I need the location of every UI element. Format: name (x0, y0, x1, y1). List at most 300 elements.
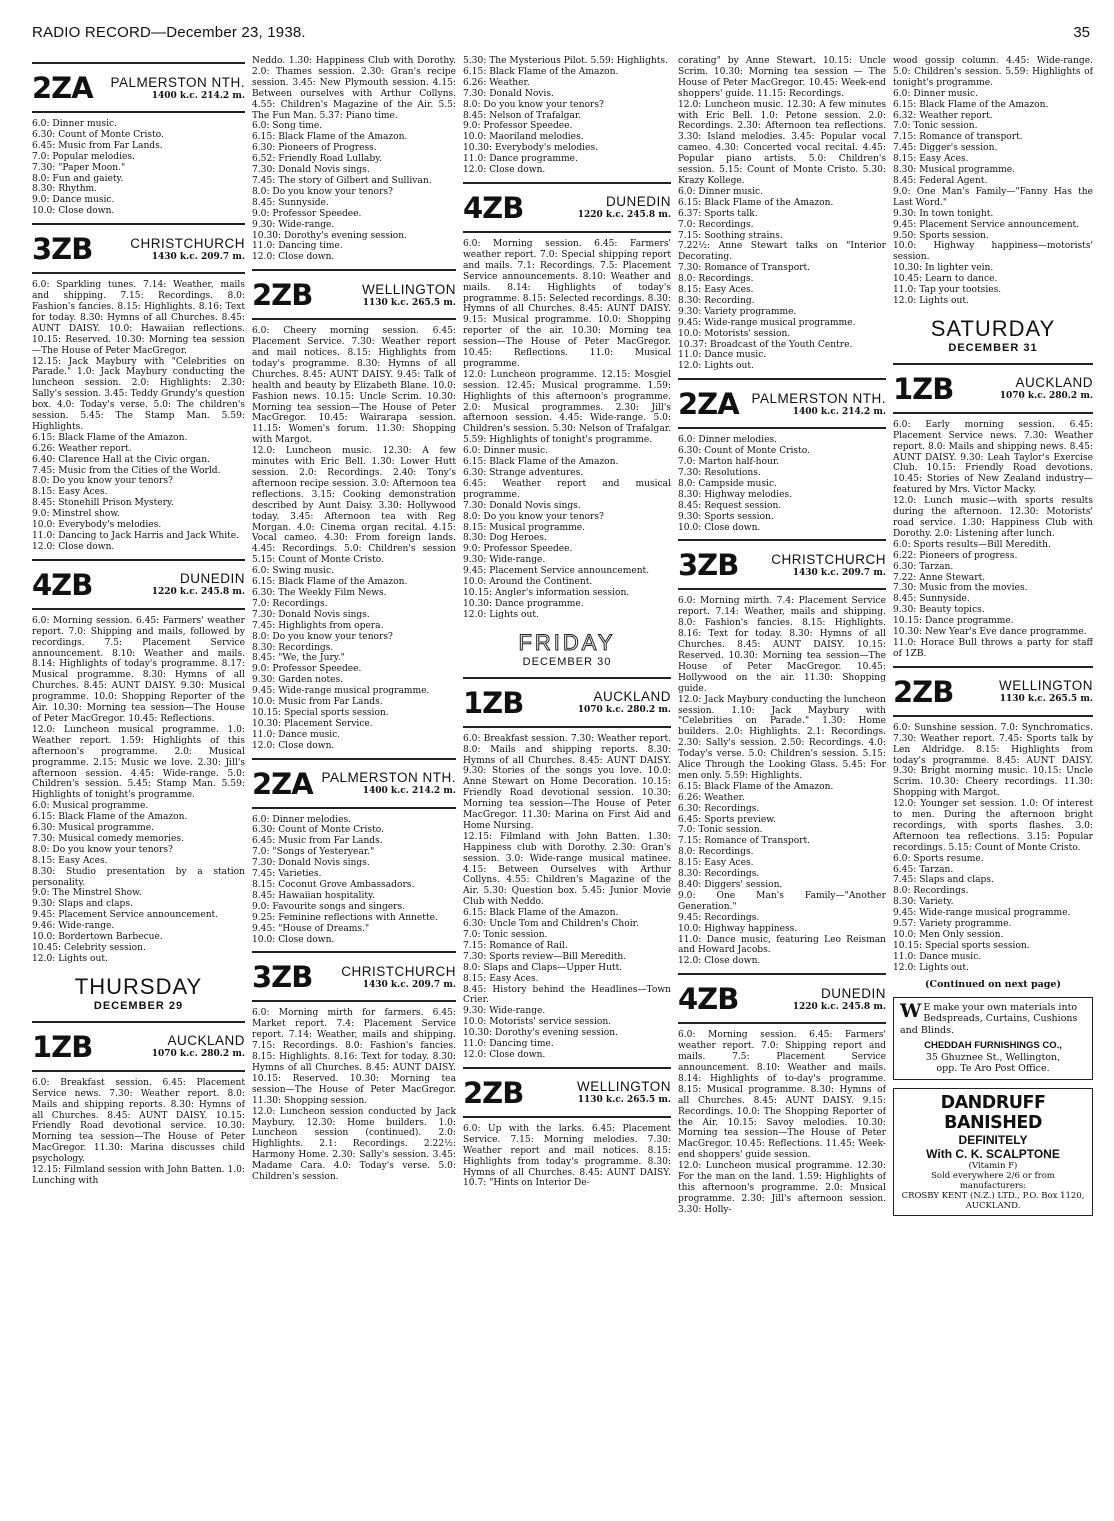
schedule-entry: 10.0: Music from Far Lands. (252, 697, 383, 708)
schedule-entry: 6.45: Sports preview. (678, 814, 776, 825)
station-info (740, 552, 886, 579)
schedule-entry: 7.45: Highlights from opera. (252, 620, 384, 631)
schedule-entry: 9.45: Placement Service announcement. (893, 219, 1080, 230)
schedule-entry: 12.0: Lights out. (463, 609, 539, 620)
scalptone-advertisement (893, 1088, 1093, 1216)
station-frequency: 1130 k.c. 265.5 m. (362, 297, 456, 308)
schedule-entry: 7.30: Donald Novis sings. (463, 500, 581, 511)
schedule-entry: 10.37: Broadcast of the Youth Centre. (678, 339, 853, 350)
day-date: DECEMBER 30 (522, 655, 612, 668)
schedule-entry: 7.45: Slaps and claps. (893, 875, 994, 886)
station-call-sign: 2ZB (893, 674, 954, 709)
schedule-entry: 9.45: Recordings. (678, 912, 760, 923)
schedule-entry: 9.30: Slaps and claps. (32, 899, 133, 910)
schedule-entry: 11.0: Dance music. (893, 951, 982, 962)
schedule-entry: 9.30: Wide-range. (463, 1006, 546, 1017)
schedule-entry: 6.30: Musical programme. (32, 823, 155, 834)
schedule-entry: 10.0: Bordertown Barbecue. (32, 932, 163, 943)
station-info (314, 282, 456, 309)
schedule-entry: 6.15: Black Flame of the Amazon. (463, 457, 619, 468)
schedule-entry: 12.0: Luncheon music. 12.30: A few minutes with Eric Bell. 1.30: Lower Hutt session. 2.0: Recordings. 2.40: Tony's afternoon recipe session. 3.0: Afternoon tea reflections. 3.15: Cooking demonstration described by Aunt Daisy. 3.30: Hollywood today. 3.45: Afternoon tea with Reg Morgan. 4.0: Cinema organ recital. 4.15: Vocal cameo. 4.30: From foreign lands. 4.45: Recordings. 5.0: Children's session 5.15: Count of Monte Cristo. (252, 446, 456, 566)
schedule-entry: 6.0: Dinner music. (32, 119, 117, 129)
schedule-entry: 7.30: Donald Novis sings. (252, 609, 370, 620)
ad-company-name: CHEDDAH FURNISHINGS CO., (924, 1040, 1062, 1052)
schedule-entry: 12.0: Luncheon programme. 12.15: Mosgiel session. 12.45: Musical programme. 1.59: Highlights of this afternoon's programme. 2.0: Musical programmes. 2.30: Jill's afternoon session. 4.45: Wide-range. 5.0: Children's session. 5.30: Nelson of Trafalgar. 5.59: Highlights of tonight's programme. (463, 369, 671, 446)
station-info (525, 194, 671, 221)
header-title: RADIO RECORD—December 23, 1938. (32, 24, 306, 41)
schedule-entry: 6.0: Breakfast session. 6.45: Placement Service news. 7.30: Weather report. 8.0: Mails and shipping reports. 8.30: Hymns of all Churches. 8.45: AUNT DAISY. 10.15: Friendly Road devotional service. 10.30: Morning tea session—The House of Peter MacGregor. 11.30: Marina discusses child psychology. (32, 1077, 245, 1165)
station-call-sign: 3ZB (32, 232, 93, 267)
schedule-entry: 11.0: Horace Bull throws a party for staff of 1ZB. (893, 637, 1093, 659)
schedule-entry: 9.0: Dance music. (32, 195, 115, 206)
schedule-entry: 8.30: Variety. (893, 897, 954, 908)
station-city: CHRISTCHURCH (130, 235, 245, 251)
station-call-sign: 2ZA (678, 387, 739, 422)
schedule-entry: 8.15: Musical programme. (463, 522, 586, 533)
station-call-sign: 1ZB (32, 1029, 93, 1064)
day-heading (893, 317, 1093, 355)
station-city: DUNEDIN (820, 985, 886, 1001)
schedule-entry: 8.0: Do you know your tenors? (32, 476, 173, 487)
station-call-sign: 2ZA (252, 766, 313, 801)
station-call-sign: 3ZB (252, 960, 313, 995)
continued-note: (Continued on next page) (925, 978, 1061, 990)
schedule-entry: 12.0: Younger set session. 1.0: Of interest to men. During the afternoon bright recordings, with sports flashes. 3.0: Afternoon tea reflections. 3.15: Popular recordings. 5.15: Count of Monte Cristo. (893, 799, 1093, 853)
schedule-entry: 9.30: Sports session. (678, 511, 774, 522)
station-frequency: 1400 k.c. 214.2 m. (362, 786, 456, 797)
schedule-entry: 6.0: Dinner melodies. (678, 435, 778, 446)
schedule-entry: 12.0: Jack Maybury conducting the luncheon session. 1.10: Jack Maybury with "Celebrities on Parade." 1.30: Home builders. 2.0: Highlights. 2.1: Recordings. 2.30: Sally's session. 2.50: Recordings. 4.0: Today's verse. 5.0: Children's session. 5.15: Alice Through the Looking Glass. 5.45: For men only. 5.59: Highlights. (678, 694, 886, 781)
schedule-entry: 7.45: Music from the Cities of the World. (32, 465, 221, 476)
schedule-entry: wood gossip column. 4.45: Wide-range. 5.0: Children's session. 5.59: Highlights of tonight's programme. (893, 56, 1093, 88)
station-frequency: 1130 k.c. 265.5 m. (577, 1095, 671, 1106)
schedule-entry: 10.0: Highway happiness—motorists' session. (893, 241, 1093, 263)
station-info (740, 986, 886, 1013)
schedule-entry: 8.45: Nelson of Trafalgar. (463, 110, 582, 121)
schedule-entry: 8.0: Do you know your tenors? (252, 631, 393, 642)
station-city: AUCKLAND (593, 689, 671, 705)
schedule-entry: 9.25: Feminine reflections with Annette. (252, 912, 438, 923)
schedule-entry: 6.0: Song time. (252, 121, 323, 132)
schedule-entry: 9.30: Wide-range. (252, 219, 335, 230)
schedule-entry: 7.22½: Anne Stewart talks on "Interior Decorating. (678, 241, 886, 263)
station-frequency: 1430 k.c. 209.7 m. (151, 251, 245, 262)
schedule-entry: 10.0: Men Only session. (893, 930, 1004, 940)
station-city: WELLINGTON (576, 1079, 671, 1095)
schedule-entry: 10.0: Around the Continent. (463, 577, 593, 588)
schedule-entry: 12.0: Lights out. (893, 962, 969, 973)
furnishings-advertisement (893, 997, 1093, 1080)
column-4 (678, 56, 886, 1508)
station-info (314, 770, 456, 797)
station-heading (32, 559, 245, 610)
column-3 (463, 56, 671, 1508)
station-call-sign: 1ZB (463, 685, 524, 720)
schedule-entry: 11.0: Tap your tootsies. (893, 285, 1002, 296)
day-date: DECEMBER 29 (93, 999, 184, 1012)
schedule-entry: 8.0: Do you know your tenors? (463, 511, 604, 522)
station-frequency: 1070 k.c. 280.2 m. (999, 391, 1093, 402)
schedule-entry: 7.0: Tonic session. (678, 825, 763, 836)
station-city: CHRISTCHURCH (341, 963, 456, 979)
schedule-entry: 9.45: Wide-range musical programme. (678, 317, 856, 328)
schedule-entry: 8.0: Recordings. (893, 886, 969, 897)
station-heading (32, 62, 245, 113)
schedule-entry: 12.0: Luncheon musical programme. 12.30: For the man on the land. 1.59: Highlights of this afternoon's programme. 2.0: Musical programme. 2.30: Jill's afternoon session. 3.30: Holly- (678, 1161, 886, 1215)
schedule-entry: 8.15: Easy Aces. (32, 487, 108, 498)
station-frequency: 1220 k.c. 245.8 m. (577, 210, 671, 221)
schedule-entry: 7.30: Donald Novis sings. (252, 165, 370, 176)
station-heading (252, 758, 456, 809)
schedule-entry: 6.15: Black Flame of the Amazon. (893, 99, 1049, 110)
ad-body (900, 999, 1086, 1037)
schedule-entry: 8.30: Highway melodies. (678, 489, 793, 500)
schedule-entry: 6.15: Black Flame of the Amazon. (252, 132, 408, 143)
ad-text: E make your own materials into Bedspreads, Curtains, Cushions and Blinds. (900, 1001, 1078, 1036)
schedule-entry: 10.15: Dance programme. (893, 616, 1014, 627)
schedule-entry: 6.0: Sports resume. (893, 853, 984, 864)
schedule-entry: 7.0: Tonic session. (463, 930, 548, 940)
schedule-entry: 8.45: Request session. (678, 500, 782, 511)
station-info (94, 75, 245, 102)
day-name: FRIDAY (518, 629, 616, 655)
schedule-entry: 7.30: Sports review—Bill Meredith. (463, 951, 627, 962)
ad-address: CROSBY KENT (N.Z.) LTD., P.O. Box 1120, AUCKLAND. (901, 1190, 1085, 1211)
day-name: THURSDAY (74, 973, 203, 999)
station-city: AUCKLAND (167, 1033, 245, 1049)
schedule-entry: 8.40: Diggers' session. (678, 880, 783, 890)
ad-product: With C. K. SCALPTONE (926, 1146, 1060, 1161)
schedule-entry: 10.0: Maoriland melodies. (463, 132, 584, 143)
station-frequency: 1400 k.c. 214.2 m. (151, 90, 245, 101)
ad-headline: DANDRUFF BANISHED (940, 1092, 1046, 1133)
schedule-entry: 11.0: Dance music, featuring Leo Reisman and Howard Jacobs. (678, 934, 886, 956)
schedule-entry: 10.0: Everybody's melodies. (32, 520, 162, 531)
schedule-entry: 8.45: Sunnyside. (252, 197, 329, 208)
schedule-entry: 8.15: Easy Aces. (678, 285, 754, 296)
schedule-entry: 8.0: Do you know your tenors? (463, 99, 604, 110)
schedule-entry: 8.45: Stonehill Prison Mystery. (32, 498, 174, 509)
station-heading (32, 223, 245, 274)
station-heading (463, 182, 671, 233)
schedule-entry: 11.0: Dancing time. (252, 241, 343, 252)
column-1 (32, 56, 245, 1508)
ad-initial: W (900, 999, 922, 1022)
schedule-entry: 5.30: The Mysterious Pilot. 5.59: Highlights. (463, 56, 668, 66)
station-city: PALMERSTON NTH. (751, 390, 886, 406)
schedule-entry: 6.0: Swing music. (252, 566, 334, 577)
station-heading (32, 1021, 245, 1072)
schedule-entry: 7.0: Tonic session. (893, 121, 978, 132)
schedule-entry: 6.0: Early morning session. 6.45: Placement Service news. 7.30: Weather report. 8.0: Mails and shipping news. 8.45: AUNT DAISY. 9.30: Leah Taylor's Exercise Club. 10.15: Friendly Road devotions. 10.45: Stories of New Zealand industry—featured by Mrs. Victor Macky. (893, 419, 1093, 496)
station-heading (678, 378, 886, 429)
schedule-entry: 6.0: Dinner melodies. (252, 814, 352, 825)
schedule-entry: 7.0: Recordings. (678, 219, 754, 230)
schedule-entry: 10.30: New Year's Eve dance programme. (893, 627, 1087, 638)
schedule-entry: 6.52: Friendly Road Lullaby. (252, 154, 382, 165)
schedule-entry: 6.0: Breakfast session. 7.30: Weather report. 8.0: Mails and shipping reports. 8.30: Hymns of all Churches. 8.45: AUNT DAISY. 9.30: Stories of the songs you love. 10.0: Anne Stewart on Home Decoration. 10.15: Friendly Road devotional session. 10.30: Morning tea session—The House of Peter MacGregor. 11.30: Marina on First Aid and Home Nursing. (463, 733, 671, 831)
schedule-entry: 7.15: Romance of transport. (893, 132, 1023, 143)
station-call-sign: 4ZB (32, 567, 93, 602)
schedule-entry: 9.45: Placement Service announcement. (463, 566, 650, 577)
schedule-entry: 7.30: Music from the movies. (893, 583, 1028, 594)
schedule-entry: 6.30: Count of Monte Cristo. (252, 825, 384, 836)
schedule-entry: 8.0: Do you know your tenors? (32, 844, 173, 855)
schedule-entry: 6.15: Black Flame of the Amazon. (678, 197, 834, 208)
schedule-entry: 7.45: The story of Gilbert and Sullivan. (252, 175, 432, 186)
station-frequency: 1220 k.c. 245.8 m. (151, 587, 245, 598)
schedule-entry: 9.45: Wide-range musical programme. (252, 686, 430, 697)
schedule-entry: 6.30: Count of Monte Cristo. (32, 129, 164, 140)
schedule-entry: 6.26: Weather. (678, 792, 745, 803)
schedule-entry: 9.0: Professor Speedee. (463, 121, 573, 132)
column-5 (893, 56, 1093, 1508)
schedule-entry: 6.0: Sports results—Bill Meredith. (893, 539, 1051, 550)
schedule-entry: 7.0: "Songs of Yesteryear." (252, 847, 375, 858)
schedule-entry: 8.30: Recordings. (678, 869, 760, 880)
ad-availability: Sold everywhere 2/6 or from manufacturers: (931, 1170, 1055, 1191)
schedule-entry: 9.45: Wide-range musical programme. (893, 908, 1071, 919)
schedule-entry: 7.22: Anne Stewart. (893, 572, 986, 583)
schedule-entry: 6.15: Black Flame of the Amazon. (32, 812, 188, 823)
station-frequency: 1430 k.c. 209.7 m. (792, 567, 886, 578)
schedule-entry: 11.0: Dance programme. (463, 154, 578, 165)
schedule-entry: 7.15: Romance of Rail. (463, 940, 568, 951)
schedule-entry: 8.0: Do you know your tenors? (252, 186, 393, 197)
schedule-entry: 8.30: Rhythm. (32, 184, 98, 195)
station-city: CHRISTCHURCH (771, 551, 886, 567)
schedule-entry: 6.30: Count of Monte Cristo. (678, 446, 810, 457)
schedule-entry: 6.45: Tarzan. (893, 864, 954, 875)
schedule-entry: 8.30: Recordings. (252, 642, 334, 653)
station-heading (678, 973, 886, 1024)
schedule-entry: 12.15: Jack Maybury with "Celebrities on Parade." 1.0: Jack Maybury conducting the luncheon session. 2.0: Highlights: 2.30: Sally's session. 3.45: Teddy Grundy's question box. 4.0: Today's verse. 5.0: The children's session. 5.45: The Stamp Man. 5.59: Highlights. (32, 356, 245, 432)
schedule-entry: 6.0: Morning session. 6.45: Farmers' weather report. 7.0: Shipping and mails, followed by recordings. 7.5: Placement Service announcement. 8.10: Weather and mails. 8.14: Highlights of today's programme. 8.17: Musical programme. 8.30: Hymns of all Churches. 8.45: AUNT DAISY. 9.30: Musical programme. 10.0: Shopping Reporter of the Air. 10.30: Morning tea session—The House of Peter MacGregor. 10.45: Reflections. (32, 615, 245, 724)
schedule-entry: 7.0: Recordings. (252, 598, 328, 609)
schedule-entry: 6.0: Sunshine session. 7.0: Synchromatics. 7.30: Weather report. 7.45: Sports talk by Len Aldridge. 8.15: Highlights from today's programme. 8.45: AUNT DAISY. 9.30: Bright morning music. 10.15: Uncle Scrim. 10.30: Cheery recordings. 11.30: Shopping with Margot. (893, 722, 1093, 799)
station-info (955, 375, 1093, 402)
schedule-entry: 10.0: Motorists' session. (678, 328, 791, 339)
schedule-entry: 12.0: Luncheon session conducted by Jack Maybury. 12.30: Home builders. 1.0: Luncheon session (continued). 2.0: Highlights. 2.1: Recordings. 2.22½: Harmony Home. 2.30: Sally's session. 3.45: Madame Cara. 4.0: Today's verse. 5.0: Children's session. (252, 1106, 456, 1183)
day-heading (463, 631, 671, 669)
schedule-entry: 11.0: Dance music. (678, 350, 767, 361)
station-frequency: 1220 k.c. 245.8 m. (792, 1001, 886, 1012)
station-city: WELLINGTON (361, 281, 456, 297)
schedule-entry: 7.30: Romance of Transport. (678, 263, 811, 274)
schedule-entry: 12.0: Lights out. (893, 295, 969, 306)
schedule-entry: 12.0: Luncheon musical programme. 1.0: Weather report. 1.59: Highlights of this afternoon's programme. 2.0: Musical programme. 2.15: Music we love. 2.30: Jill's afternoon session. 4.45: Wide-range. 5.0: Children's session. 5.45: Stamp Man. 5.59: Highlights of tonight's programme. (32, 724, 245, 801)
schedule-entry: 7.15: Romance of Transport. (678, 836, 811, 847)
schedule-entry: 8.45: History behind the Headlines—Town Crier. (463, 984, 671, 1006)
schedule-entry: 6.0: Cheery morning session. 6.45: Placement Service. 7.30: Weather report and mail notices. 8.15: Highlights from today's programme. 8.30: Hymns of all Churches. 8.45: AUNT DAISY. 9.45: Talk of health and beauty by Elizabeth Blane. 10.0: Fashion news. 10.15: Uncle Scrim. 10.30: Morning tea session—The House of Peter MacGregor. 10.45: Wairarapa session. 11.15: Women's forum. 11.30: Shopping with Margot. (252, 326, 456, 446)
schedule-entry: 9.0: One Man's Family—"Another Generation." (678, 890, 886, 912)
column-2 (252, 56, 456, 1508)
schedule-entry: 10.0: Close down. (32, 206, 115, 217)
schedule-entry: 9.0: Minstrel show. (32, 509, 120, 520)
schedule-entry: 6.45: Music from Far Lands. (32, 140, 163, 151)
schedule-entry: 6.0: Morning mirth for farmers. 6.45: Market report. 7.4: Placement Service report. 7.14: Weather, mails and shipping. 7.15: Recordings. 8.0: Fashion's fancies. 8.15: Highlights. 8.16: Text for today. 8.30: Hymns of all Churches. 8.45: AUNT DAISY. 10.15: Reserved. 10.30: Morning tea session—The House of Peter MacGregor. 11.30: Shopping session. (252, 1008, 456, 1106)
schedule-entry: 11.0: Dancing to Jack Harris and Jack White. (32, 531, 240, 541)
schedule-entry: 9.50: Sports session. (893, 230, 989, 241)
station-heading (893, 363, 1093, 414)
schedule-entry: 12.0: Lunch music—with sports results during the afternoon. 12.30: Motorists' road service. 1.30: Happiness Club with Dorothy. 2.0: Listening after lunch. (893, 496, 1093, 539)
schedule-entry: 6.15: Black Flame of the Amazon. (32, 432, 188, 443)
schedule-entry: 8.45: Hawaiian hospitality. (252, 890, 375, 901)
schedule-entry: 8.0: Campside music. (678, 478, 777, 489)
station-call-sign: 2ZA (32, 71, 93, 105)
schedule-entry: 6.32: Weather report. (893, 110, 993, 121)
station-heading (252, 951, 456, 1002)
station-frequency: 1400 k.c. 214.2 m. (792, 406, 886, 417)
station-city: DUNEDIN (605, 194, 671, 210)
schedule-entry: 9.30: In town tonight. (893, 208, 994, 219)
station-call-sign: 1ZB (893, 371, 954, 406)
schedule-entry: 6.0: Sparkling tunes. 7.14: Weather, mails and shipping. 7.15: Recordings. 8.0: Fashion's fancies. 8.15: Highlights. 8.16: Text for today. 8.30: Hymns of all Churches. 8.45: AUNT DAISY. 10.0: Hawaiian reflections. 10.15: Reserved. 10.30: Morning tea session—The House of Peter MacGregor. (32, 280, 245, 356)
station-info (94, 571, 245, 598)
schedule-entry: 9.45: "House of Dreams." (252, 923, 370, 934)
schedule-entry: 6.22: Pioneers of progress. (893, 550, 1018, 561)
schedule-entry: 10.15: Angler's information session. (463, 587, 630, 598)
schedule-entry: 6.30: Uncle Tom and Children's Choir. (463, 919, 639, 930)
schedule-entry: 10.45: Celebrity session. (32, 943, 146, 953)
schedule-entry: 8.15: Easy Aces. (893, 154, 969, 165)
schedule-entry: 6.0: Morning mirth. 7.4: Placement Service report. 7.14: Weather, mails and shipping. 8.0: Fashion's fancies. 8.15: Highlights. 8.16: Text for today. 8.30: Hymns of all Churches. 8.45: AUNT DAISY. 10.15: Reserved. 10.30: Morning tea session—The House of Peter MacGregor. 10.45: Hollywood on the air. 11.30: Shopping guide. (678, 596, 886, 694)
station-info (955, 678, 1093, 705)
schedule-entry: 6.15: Black Flame of the Amazon. (678, 781, 834, 792)
schedule-entry: 10.30: Placement Service. (252, 718, 373, 729)
station-info (94, 236, 245, 263)
schedule-entry: 10.0: Motorists' service session. (463, 1017, 612, 1028)
schedule-entry: 12.0: Luncheon music. 12.30: A few minutes with Eric Bell. 1.0: Petone session. 2.0: Recordings. 2.30: Afternoon tea reflections. 3.30: Island melodies. 3.45: Popular vocal cameo. 4.30: Concerted vocal recital. 4.45: Popular piano artists. 5.0: Children's session. 5.15: Count of Monte Cristo. 5.30: Krazy Kollege. (678, 99, 886, 186)
station-city: PALMERSTON NTH. (110, 74, 245, 90)
schedule-entry: 6.0: Morning session. 6.45: Farmers' weather report. 7.0: Special shipping report and mails. 7.1: Recordings. 7.5: Placement Service announcements. 8.10: Weather and mails. 8.14: Highlights of today's programme. 8.15: Selected recordings. 8.30: Hymns of all Churches. 8.45: AUNT DAISY. 9.15: Musical programme. 10.0: Shopping reporter of the air. 10.30: Morning tea session—The House of Peter MacGregor. 10.45: Reflections. 11.0: Musical programme. (463, 238, 671, 369)
schedule-entry: 7.45: Digger's session. (893, 143, 998, 154)
ad-address-line: 35 Ghuznee St., Wellington, (925, 1051, 1061, 1063)
schedule-entry: 8.30: Musical programme. (893, 165, 1016, 176)
schedule-entry: 7.30: Donald Novis sings. (252, 858, 370, 869)
schedule-entry: 6.0: Dinner music. (893, 88, 978, 99)
schedule-entry: 8.45: "We, the Jury." (252, 653, 345, 664)
page-number: 35 (1073, 24, 1090, 41)
schedule-entry: 11.0: Dancing time. (463, 1039, 554, 1050)
station-heading (463, 677, 671, 728)
schedule-entry: corating" by Anne Stewart. 10.15: Uncle Scrim. 10.30: Morning tea session — The House of Peter MacGregor. 10.45: Week-end shoppers' guide. 11.15: Recordings. (678, 56, 886, 99)
schedule-entry: 9.0: Professor Speedee. (252, 208, 362, 219)
schedule-entry: 10.30: Dance programme. (463, 598, 584, 609)
day-name: SATURDAY (930, 315, 1056, 341)
station-call-sign: 2ZB (463, 1075, 524, 1110)
columns (32, 56, 1094, 1508)
schedule-entry: 8.15: Easy Aces. (32, 855, 108, 866)
station-info (525, 689, 671, 716)
schedule-entry: 8.15: Easy Aces. (463, 973, 539, 984)
station-frequency: 1130 k.c. 265.5 m. (999, 694, 1093, 705)
schedule-entry: 6.15: Black Flame of the Amazon. (252, 577, 408, 588)
schedule-entry: 7.45: Varieties. (252, 869, 322, 880)
ad-note: (Vitamin F) (968, 1160, 1018, 1171)
schedule-entry: 7.0: Marton half-hour. (678, 457, 780, 468)
schedule-entry: 6.37: Sports talk. (678, 208, 758, 219)
schedule-entry: 12.0: Close down. (252, 740, 335, 751)
station-city: PALMERSTON NTH. (321, 770, 456, 786)
schedule-entry: 10.45: Learn to dance. (893, 274, 998, 285)
schedule-entry: 8.30: Dog Heroes. (463, 533, 547, 544)
schedule-entry: 6.40: Clarence Hall at the Civic organ. (32, 454, 210, 465)
schedule-entry: 12.0: Close down. (463, 165, 546, 176)
schedule-entry: 8.0: Recordings. (678, 847, 754, 858)
schedule-entry: 9.30: Beauty topics. (893, 605, 985, 616)
schedule-entry: 12.0: Close down. (32, 541, 115, 552)
schedule-entry: 6.0: Musical programme. (32, 801, 149, 812)
schedule-entry: 12.0: Close down. (252, 252, 335, 263)
station-heading (678, 539, 886, 590)
schedule-entry: 6.30: Recordings. (678, 803, 760, 814)
schedule-entry: 8.0: Recordings. (678, 274, 754, 285)
schedule-entry: 12.0: Lights out. (678, 361, 754, 372)
schedule-entry: 6.26: Weather. (463, 77, 530, 88)
schedule-entry: 7.30: Musical comedy memories. (32, 833, 184, 844)
schedule-entry: 9.46: Wide-range. (32, 921, 115, 932)
schedule-entry: 8.15: Easy Aces. (678, 858, 754, 869)
schedule-entry: 7.15: Soothing strains. (678, 230, 783, 241)
schedule-entry: 10.0: Close down. (252, 934, 335, 945)
schedule-entry: 7.30: "Paper Moon." (32, 162, 126, 173)
schedule-entry: 6.26: Weather report. (32, 443, 132, 454)
ad-subhead: DEFINITELY (958, 1132, 1028, 1147)
station-frequency: 1430 k.c. 209.7 m. (362, 979, 456, 990)
schedule-entry: 6.30: Strange adventures. (463, 468, 584, 478)
schedule-entry: 7.30: Resolutions. (678, 468, 761, 478)
station-call-sign: 4ZB (463, 190, 524, 225)
schedule-entry: 8.0: Fun and gaiety. (32, 173, 124, 184)
schedule-entry: 6.0: Up with the larks. 6.45: Placement Service. 7.15: Morning melodies. 7.30: Weather report and mail notices. 8.15: Highlights from today's programme. 8.30: Hymns of all Churches. 8.45: AUNT DAISY. 10.7: "Hints on Interior De- (463, 1123, 671, 1189)
station-call-sign: 4ZB (678, 982, 739, 1017)
schedule-entry: 9.0: Professor Speedee. (252, 664, 362, 675)
schedule-entry: 7.0: Popular melodies. (32, 151, 135, 162)
station-info (525, 1079, 671, 1106)
schedule-entry: 7.30: Donald Novis. (463, 88, 554, 99)
schedule-entry: 9.30: Variety programme. (678, 306, 797, 317)
schedule-entry: 12.0: Lights out. (32, 953, 108, 964)
station-heading (252, 269, 456, 320)
schedule-entry: 10.30: Dorothy's evening session. (463, 1028, 619, 1039)
station-frequency: 1070 k.c. 280.2 m. (577, 705, 671, 716)
schedule-entry: 9.0: Professor Speedee. (463, 544, 573, 555)
schedule-entry: 6.45: Weather report and musical programme. (463, 478, 671, 500)
day-heading (32, 975, 245, 1013)
station-city: WELLINGTON (998, 678, 1093, 694)
station-info (94, 1033, 245, 1060)
schedule-entry: 6.15: Black Flame of the Amazon. (463, 908, 619, 919)
schedule-entry: 6.0: Dinner music. (678, 186, 763, 197)
station-info (740, 391, 886, 418)
schedule-entry: 10.0: Close down. (678, 522, 761, 533)
station-frequency: 1070 k.c. 280.2 m. (151, 1049, 245, 1060)
day-date: DECEMBER 31 (948, 341, 1038, 354)
station-call-sign: 3ZB (678, 548, 739, 583)
schedule-entry: 6.30: The Weekly Film News. (252, 587, 387, 598)
schedule-entry: 8.45: Federal Agent. (893, 175, 988, 186)
schedule-entry: 9.0: The Minstrel Show. (32, 888, 142, 899)
station-city: AUCKLAND (1015, 375, 1093, 391)
schedule-entry: 8.0: Slaps and Claps—Upper Hutt. (463, 962, 623, 973)
schedule-entry: 9.0: One Man's Family—"Fanny Has the Last Word." (893, 186, 1093, 208)
schedule-entry: 6.45: Music from Far Lands. (252, 836, 383, 847)
schedule-entry: 9.30: Wide-range. (463, 555, 546, 566)
schedule-entry: 10.15: Special sports session. (893, 940, 1030, 951)
schedule-entry: Neddo. 1.30: Happiness Club with Dorothy. 2.0: Thames session. 2.30: Gran's recipe session. 3.45: New Plymouth session. 4.15: Between ourselves with Arthur Collyns. 4.55: Children's Magazine of the Air. 5.5: The Fun Man. 5.37: Piano time. (252, 56, 456, 121)
station-heading (893, 666, 1093, 717)
